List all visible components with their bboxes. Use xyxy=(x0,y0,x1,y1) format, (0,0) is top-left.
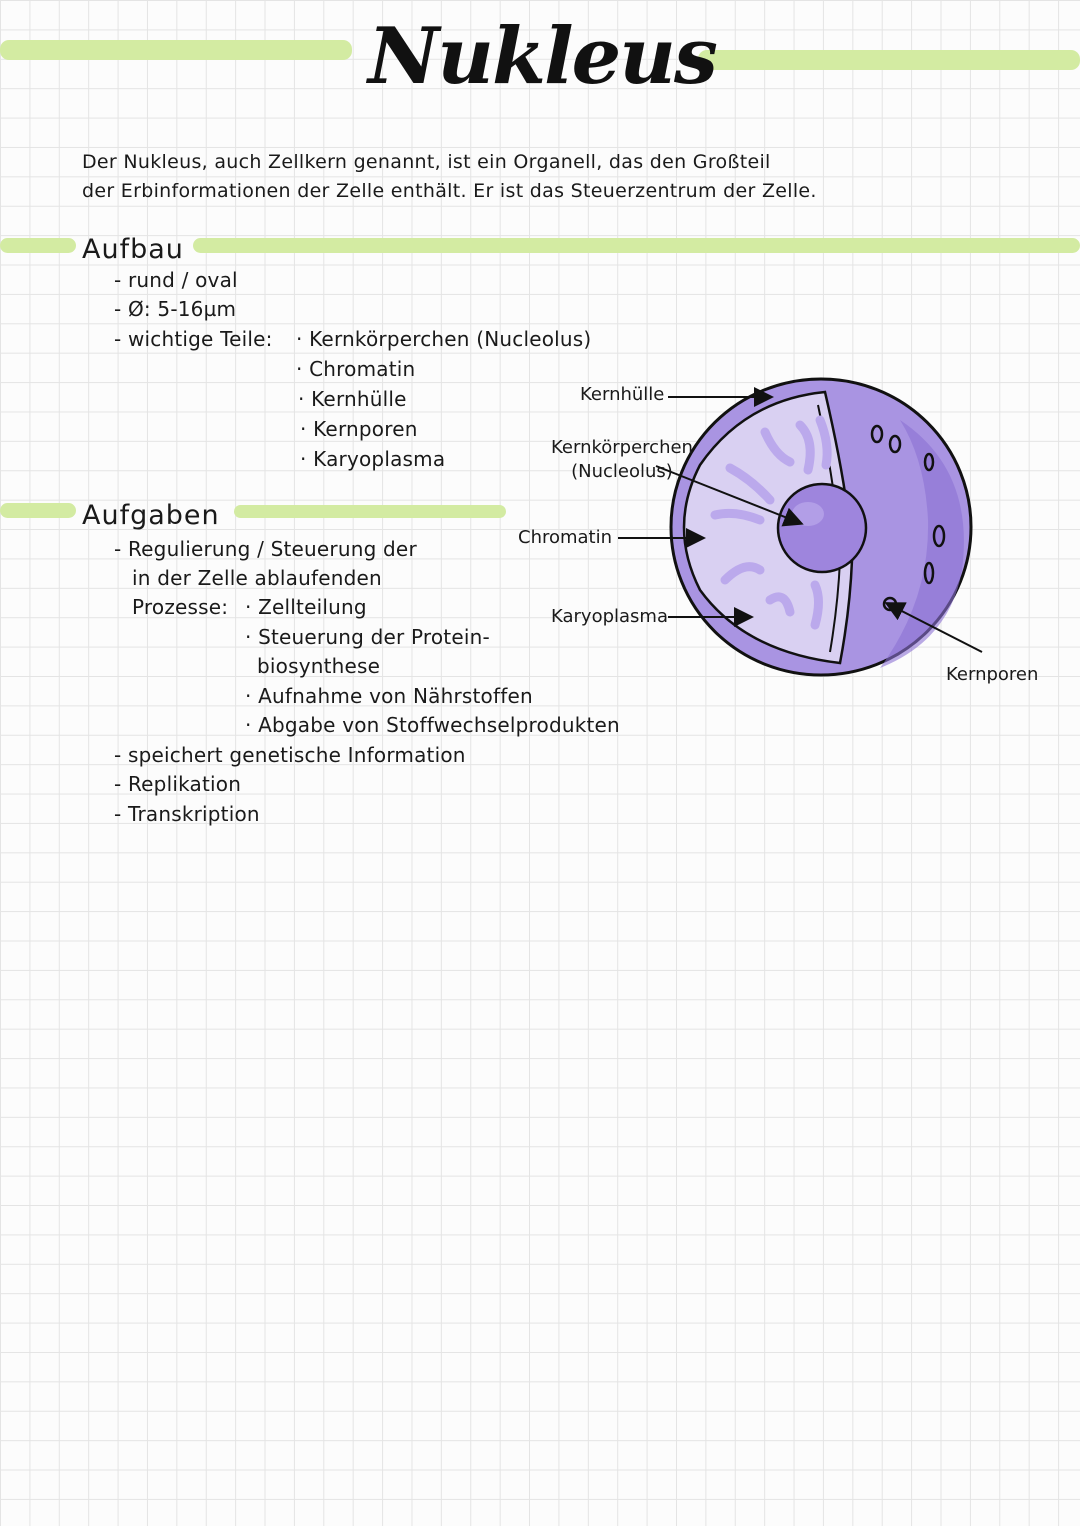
part-item: · Chromatin xyxy=(296,357,416,381)
page-title: Nukleus xyxy=(368,11,716,102)
process-item: · Zellteilung xyxy=(245,595,367,619)
process-item: · Abgabe von Stoffwechselprodukten xyxy=(245,713,620,737)
aufbau-item: - rund / oval xyxy=(114,268,238,292)
label-nucleolus: Kernkörperchen (Nucleolus) xyxy=(551,437,693,482)
intro-line-2: der Erbinformationen der Zelle enthält. Er ist das Steuerzentrum der Zelle. xyxy=(82,180,817,202)
label-kernporen: Kernporen xyxy=(946,664,1039,685)
aufgaben-item: - Replikation xyxy=(114,772,242,796)
label-chromatin: Chromatin xyxy=(518,527,613,548)
aufgaben-heading: Aufgaben xyxy=(82,500,220,531)
label-kernhuelle: Kernhülle xyxy=(580,384,665,405)
nucleolus xyxy=(778,484,866,572)
aufgaben-intro-line: in der Zelle ablaufenden xyxy=(132,566,382,590)
part-item: · Kernporen xyxy=(300,417,418,441)
intro-line-1: Der Nukleus, auch Zellkern genannt, ist ein Organell, das den Großteil xyxy=(82,151,771,173)
part-item: · Kernkörperchen (Nucleolus) xyxy=(296,327,592,351)
aufgaben-intro-line: - Regulierung / Steuerung der xyxy=(114,537,417,561)
process-item: · Aufnahme von Nährstoffen xyxy=(245,684,533,708)
aufgaben-item: - speichert genetische Information xyxy=(114,743,466,767)
aufbau-item: - wichtige Teile: xyxy=(114,327,273,351)
process-item: · Steuerung der Protein- xyxy=(245,625,490,649)
aufgaben-item: - Transkription xyxy=(114,802,260,826)
aufbau-heading: Aufbau xyxy=(82,234,184,265)
aufbau-item: - Ø: 5-16µm xyxy=(114,297,237,321)
part-item: · Kernhülle xyxy=(298,387,407,411)
label-karyoplasma: Karyoplasma xyxy=(551,606,668,627)
part-item: · Karyoplasma xyxy=(300,447,446,471)
process-item: biosynthese xyxy=(257,654,381,678)
aufgaben-intro-line: Prozesse: xyxy=(132,595,229,619)
